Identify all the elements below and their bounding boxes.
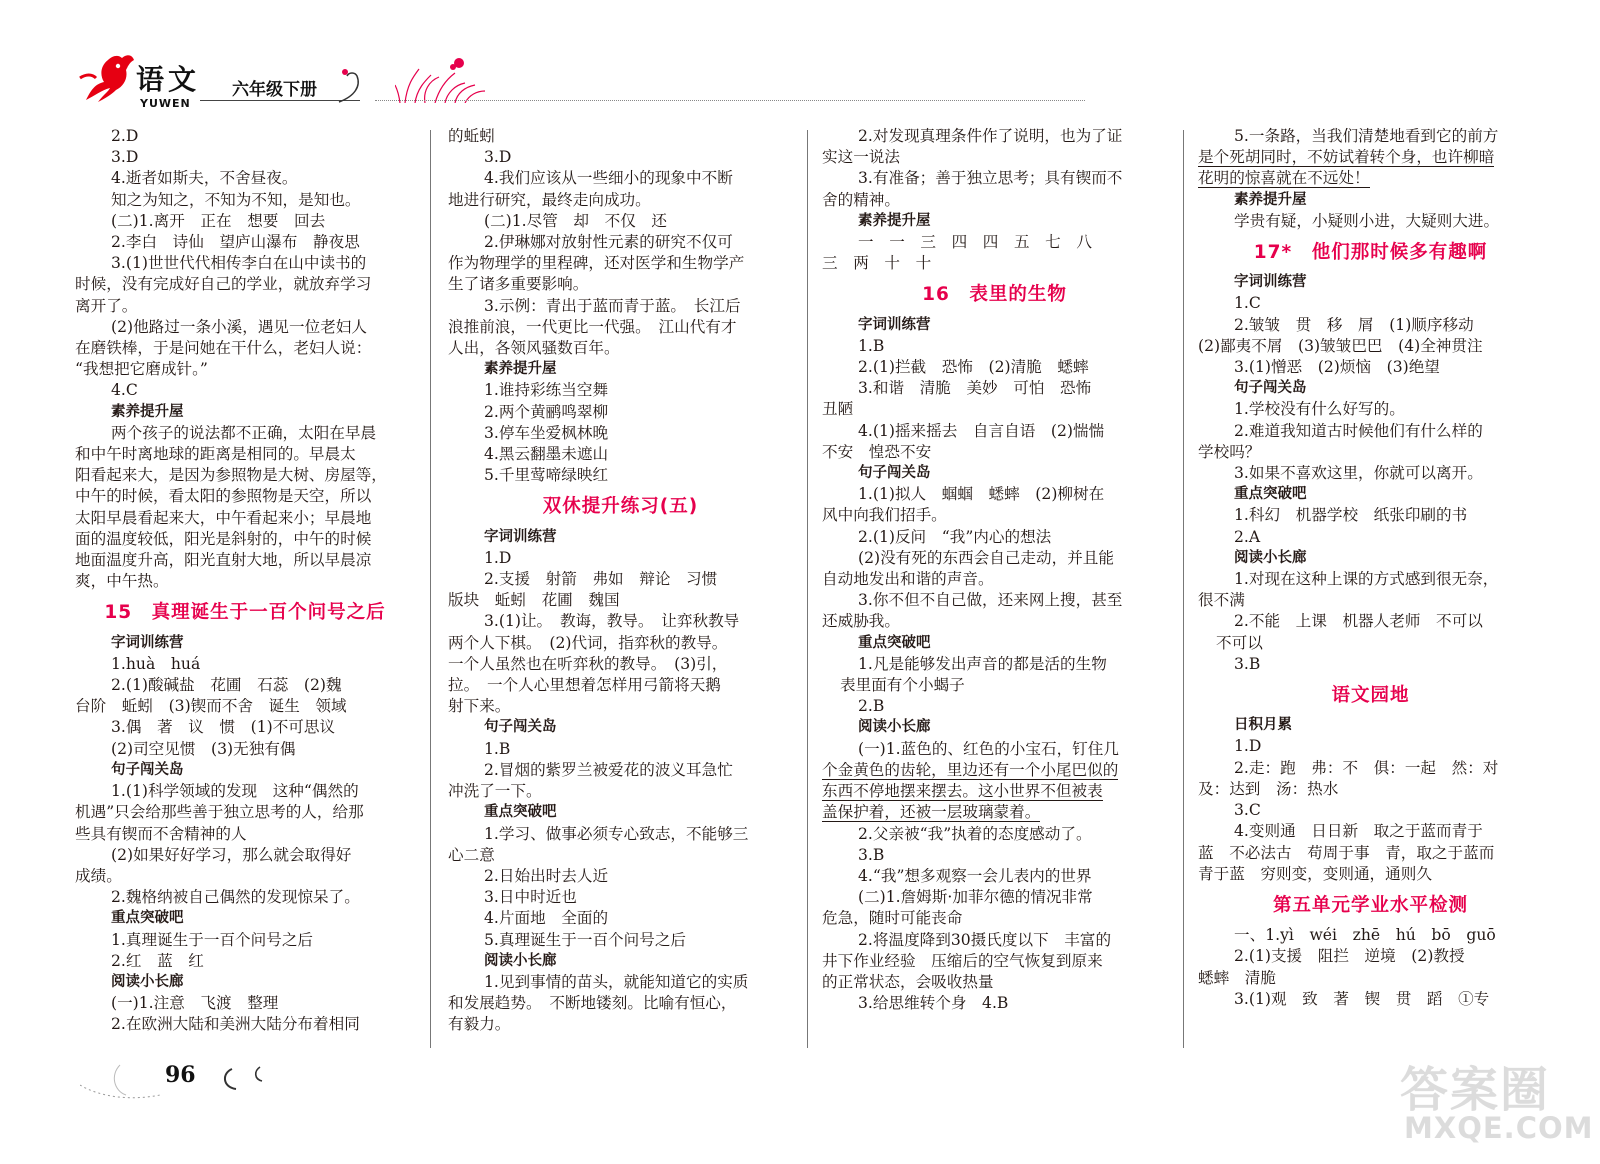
answer-line: 3.B (1234, 654, 1261, 673)
answer-line: 中午的时候，看太阳的参照物是天空，所以 (75, 487, 372, 506)
answer-line: 3.如果不喜欢这里，你就可以离开。 (1234, 464, 1483, 483)
page-number: 96 (165, 1062, 196, 1088)
underlined-text: 花明的惊喜就在不远处！ (1198, 169, 1370, 188)
answer-line: 实这一说法 (822, 148, 900, 167)
column-divider (430, 130, 431, 1048)
answer-line: 阳看起来大，是因为参照物是大树、房屋等， (75, 466, 387, 485)
subsection-label: 字词训练营 (111, 634, 184, 651)
answer-line: 2.在欧洲大陆和美洲大陆分布着相同 (111, 1015, 360, 1034)
answer-line: 丑陋 (822, 400, 854, 419)
answer-line: 版块 蚯蚓 花圃 魏国 (448, 591, 620, 610)
answer-column-4 (1198, 126, 1543, 1010)
answer-line: 1.学习、做事必须专心致志，不能够三 (484, 824, 749, 843)
header-dotted-rule (375, 100, 1085, 101)
underlined-text: 是个死胡同时，不妨试着转个身，也许柳暗 (1198, 148, 1495, 167)
subject-pinyin: YUWEN (140, 97, 191, 110)
answer-line: 2.支援 射箭 弗如 辩论 习惯 (484, 570, 718, 589)
section-heading: 17* 他们那时候多有趣啊 (1253, 242, 1488, 264)
subsection-label: 字词训练营 (1234, 274, 1307, 291)
swirl-ornament-icon (335, 66, 365, 104)
answer-line: 2.李白 诗仙 望庐山瀑布 静夜思 (111, 233, 360, 252)
answer-line: 1.C (1234, 294, 1261, 313)
subsection-label: 阅读小长廊 (1234, 549, 1307, 566)
answer-line: 1.见到事情的苗头，就能知道它的实质 (484, 972, 749, 991)
answer-line: 3.D (111, 148, 139, 167)
answer-line: 3.和谐 清脆 美妙 可怕 恐怖 (858, 379, 1092, 398)
answer-line: (2)他路过一条小溪，遇见一位老妇人 (111, 317, 367, 336)
answer-line: 爽，中午热。 (75, 572, 169, 591)
answer-line: 1.(1)科学领域的发现 这种“偶然的 (111, 782, 359, 801)
answer-line: (二)1.尽管 却 不仅 还 (484, 211, 667, 230)
answer-line: 三 两 十 十 (822, 254, 932, 273)
grass-flower-decoration-icon (395, 55, 490, 103)
answer-line: 2.对发现真理条件作了说明，也为了证 (858, 127, 1123, 145)
answer-line: (2)如果好好学习，那么就会取得好 (111, 845, 352, 864)
answer-line: 4.我们应该从一些细小的现象中不断 (484, 169, 733, 188)
answer-line: 2.(1)反问 “我”内心的想法 (858, 527, 1052, 546)
answer-line: 浪推前浪，一代更比一代强。 江山代有才 (448, 317, 737, 336)
section-heading: 双休提升练习(五) (542, 496, 699, 518)
answer-line: 风中向我们招手。 (822, 506, 947, 525)
subsection-label: 素养提升屋 (858, 212, 931, 229)
underlined-text: 盖保护着，还被一层玻璃蒙着。 (822, 803, 1041, 822)
answer-line: 4.逝者如斯夫，不舍昼夜。 (111, 169, 298, 188)
answer-line: 生了诸多重要影响。 (448, 275, 589, 294)
answer-line: (2)没有死的东西会自己走动，并且能 (858, 548, 1114, 567)
answer-line: 2.A (1234, 527, 1261, 546)
subsection-label: 重点突破吧 (858, 634, 931, 651)
answer-line: (一)1.蓝色的、红色的小宝石，钉住几 (858, 739, 1119, 758)
answer-line: 3.日中时近也 (484, 888, 577, 907)
answer-line: (2)鄙夷不屑 (3)皱皱巴巴 (4)全神贯注 (1198, 336, 1483, 355)
answer-column-1 (75, 126, 415, 1036)
subsection-label: 素养提升屋 (1234, 191, 1307, 208)
answer-line: 3.示例：青出于蓝而青于蓝。 长江后 (484, 296, 741, 315)
answer-line (822, 802, 1167, 823)
answer-line: 学校吗？ (1198, 442, 1261, 461)
answer-line: 4.黑云翻墨未遮山 (484, 445, 609, 464)
answer-line: 3.(1)观 致 著 锲 贯 蹈 ①专 (1234, 989, 1490, 1008)
answer-line: 4.变则通 日日新 取之于蓝而青于 (1234, 822, 1483, 841)
answer-line: 3.(1)憎恶 (2)烦恼 (3)绝望 (1234, 358, 1440, 377)
answer-line: 作为物理学的里程碑，还对医学和生物学产 (448, 254, 745, 273)
answer-column-3 (822, 126, 1167, 1014)
subsection-label: 阅读小长廊 (111, 973, 184, 990)
answer-line: 地面温度升高，阳光直射大地，所以早晨凉 (75, 551, 372, 570)
answer-line: 些具有锲而不舍精神的人 (75, 824, 247, 843)
answer-line: 及：达到 汤：热水 (1198, 779, 1339, 798)
answer-line: 蓝 不必法古 苟周于事 青，取之于蓝而 (1198, 843, 1495, 862)
answer-line: 机遇”只会给那些善于独立思考的人，给那 (75, 803, 364, 822)
answer-line: 1.凡是能够发出声音的都是活的生物 (858, 654, 1107, 673)
subsection-label: 字词训练营 (858, 316, 931, 333)
answer-line: 面的温度较低，阳光是斜射的，中午的时候 (75, 529, 372, 548)
answer-line: 太阳早晨看起来大，中午看起来小；早晨地 (75, 508, 372, 527)
section-heading: 第五单元学业水平检测 (1272, 894, 1468, 916)
answer-line: 1.huà huá (111, 654, 201, 673)
answer-line: 1.B (484, 739, 511, 758)
answer-line: 2.魏格纳被自己偶然的发现惊呆了。 (111, 888, 360, 907)
answer-line: 2.D (111, 127, 139, 145)
answer-line: 2.走：跑 弗：不 俱：一起 然：对 (1234, 758, 1499, 777)
fox-mascot-icon (78, 48, 140, 108)
answer-line: 5.千里莺啼绿映红 (484, 466, 609, 485)
answer-line: 3.C (1234, 801, 1261, 820)
answer-line: 两个孩子的说法都不正确，太阳在早晨 (111, 423, 377, 442)
answer-line: 3.你不但不自己做，还来网上搜，甚至 (858, 591, 1123, 610)
answer-line: (二)1.离开 正在 想要 回去 (111, 211, 326, 230)
answer-line: 有毅力。 (448, 1015, 511, 1034)
answer-line: 和发展趋势。 不断地镂刻。比喻有恒心， (448, 994, 737, 1013)
subsection-label: 重点突破吧 (1234, 486, 1307, 503)
answer-line: 2.不能 上课 机器人老师 不可以 (1234, 612, 1483, 631)
grade-label: 六年级下册 (232, 80, 317, 100)
answer-line: 1.谁持彩练当空舞 (484, 381, 609, 400)
underlined-text: 东西不停地摆来摆去。这小世界不但被表 (822, 782, 1103, 801)
answer-line: 2.(1)酸碱盐 花圃 石蕊 (2)魏 (111, 676, 342, 695)
watermark-text: 答案圈 (1400, 1062, 1551, 1118)
answer-line: 2.日始出时去人近 (484, 866, 609, 885)
answer-line: 不可以 (1216, 633, 1263, 652)
answer-line: 的正常状态，会吸收热量 (822, 972, 994, 991)
answer-line: 2.冒烟的紫罗兰被爱花的波义耳急忙 (484, 760, 733, 779)
answer-line: 4.C (111, 381, 138, 400)
answer-line: 台阶 蚯蚓 (3)锲而不舍 诞生 领域 (75, 697, 347, 716)
answer-line: 3.D (484, 148, 512, 167)
answer-line: 舍的精神。 (822, 190, 900, 209)
answer-line: 1.D (1234, 737, 1262, 756)
answer-line: 4.片面地 全面的 (484, 909, 609, 928)
answer-line: (二)1.詹姆斯·加菲尔德的情况非常 (858, 888, 1093, 907)
answer-line: 时候，没有完成好自己的学业，就放弃学习 (75, 275, 372, 294)
answer-line: 还威胁我。 (822, 612, 900, 631)
answer-line: 人出，各领风骚数百年。 (448, 339, 620, 358)
subject-title: 语文 (136, 63, 201, 96)
answer-line: 在磨铁棒，于是问她在干什么，老妇人说： (75, 339, 372, 358)
answer-line: 青于蓝 穷则变，变则通，通则久 (1198, 864, 1432, 883)
answer-line (822, 781, 1167, 802)
subsection-label: 句子闯关岛 (484, 719, 557, 736)
answer-line: 很不满 (1198, 591, 1245, 610)
answer-line: 2.将温度降到30摄氏度以下 丰富的 (858, 930, 1112, 949)
answer-column-2 (448, 126, 793, 1036)
answer-line: 地进行研究，最终走向成功。 (448, 190, 651, 209)
subsection-label: 句子闯关岛 (111, 761, 184, 778)
answer-line (822, 760, 1167, 781)
answer-line: “我想把它磨成针。” (75, 360, 208, 379)
watermark-logo (1400, 1045, 1594, 1155)
answer-line: 2.B (858, 697, 885, 716)
answer-line: 3.(1)世世代代相传李白在山中读书的 (111, 254, 367, 273)
answer-line (1198, 168, 1543, 189)
answer-line: 2.(1)拦截 恐怖 (2)清脆 蟋蟀 (858, 358, 1089, 377)
underlined-text: 个金黄色的齿轮，里边还有一个小尾巴似的 (822, 760, 1119, 779)
answer-line: 3.有准备；善于独立思考；具有锲而不 (858, 169, 1123, 188)
subsection-label: 重点突破吧 (111, 910, 184, 927)
subsection-label: 句子闯关岛 (858, 465, 931, 482)
answer-line: 2.父亲被“我”执着的态度感动了。 (858, 824, 1092, 843)
answer-line: 一个人虽然也在听弈秋的教导。 (3)引， (448, 654, 728, 673)
subsection-label: 素养提升屋 (111, 403, 184, 420)
answer-line: 2.两个黄鹂鸣翠柳 (484, 402, 609, 421)
subsection-label: 重点突破吧 (484, 804, 557, 821)
answer-line: 1.D (484, 548, 512, 567)
answer-line: 射下来。 (448, 697, 511, 716)
answer-line: (2)司空见惯 (3)无独有偶 (111, 739, 296, 758)
subsection-label: 阅读小长廊 (484, 952, 557, 969)
answer-line: 两个人下棋。 (2)代词，指弈秋的教导。 (448, 633, 728, 652)
answer-line: 5.一条路，当我们清楚地看到它的前方 (1234, 127, 1499, 145)
answer-line: 2.皱皱 贯 移 屑 (1)顺序移动 (1234, 315, 1474, 334)
watermark-url: MXQE.COM (1404, 1111, 1594, 1145)
answer-line: 3.(1)让。 教诲，教导。 让弈秋教导 (484, 612, 740, 631)
answer-line: 4.(1)摇来摇去 自言自语 (2)惴惴 (858, 421, 1105, 440)
answer-line: 2.(1)支援 阻拦 逆境 (2)教授 (1234, 947, 1465, 966)
answer-line: 自动地发出和谐的声音。 (822, 570, 994, 589)
answer-line: 1.B (858, 336, 885, 355)
subsection-label: 素养提升屋 (484, 361, 557, 378)
answer-line: 4.“我”想多观察一会儿表内的世界 (858, 866, 1092, 885)
answer-line: 3.偶 著 议 惯 (1)不可思议 (111, 718, 336, 737)
answer-line: 拉。 一个人心里想着怎样用弓箭将天鹅 (448, 676, 721, 695)
answer-line: 1.学校没有什么好写的。 (1234, 400, 1405, 419)
answer-line: 1.对现在这种上课的方式感到很无奈， (1234, 570, 1499, 589)
answer-line: 知之为知之，不知为不知，是知也。 (111, 190, 361, 209)
answer-line: 离开了。 (75, 296, 138, 315)
section-heading: 语文园地 (1331, 685, 1410, 707)
answer-line: 3.B (858, 845, 885, 864)
subsection-label: 字词训练营 (484, 528, 557, 545)
subsection-label: 阅读小长廊 (858, 719, 931, 736)
answer-line: 1.科幻 机器学校 纸张印刷的书 (1234, 506, 1468, 525)
answer-line: 学贵有疑，小疑则小进，大疑则大进。 (1234, 211, 1500, 230)
section-heading: 16 表里的生物 (922, 284, 1067, 306)
answer-line: 一 一 三 四 四 五 七 八 (858, 233, 1092, 252)
answer-line: 井下作业经验 压缩后的空气恢复到原来 (822, 951, 1103, 970)
answer-line: 一、1.yì wéi zhē hú bō guō (1234, 926, 1496, 945)
subsection-label: 日积月累 (1234, 717, 1292, 734)
answer-line: 心二意 (448, 845, 495, 864)
section-heading: 15 真理诞生于一百个问号之后 (104, 602, 386, 624)
answer-line: 和中午时离地球的距离是相同的。早晨太 (75, 445, 356, 464)
answer-line: 蟋蟀 清脆 (1198, 968, 1276, 987)
column-divider (807, 130, 808, 1048)
answer-line: 2.伊琳娜对放射性元素的研究不仅可 (484, 233, 733, 252)
answer-line: 的蚯蚓 (448, 127, 495, 145)
page-header (0, 0, 1600, 135)
answer-line: 冲洗了一下。 (448, 782, 542, 801)
answer-line: 2.红 蓝 红 (111, 951, 204, 970)
answer-line (1198, 147, 1543, 168)
answer-line: 3.给思维转个身 4.B (858, 994, 1009, 1013)
answer-line: 危急，随时可能丧命 (822, 909, 963, 928)
answer-line: 不安 惶恐不安 (822, 442, 932, 461)
answer-line: 1.(1)拟人 蝈蝈 蟋蟀 (2)柳树在 (858, 485, 1105, 504)
answer-line: 1.真理诞生于一百个问号之后 (111, 930, 314, 949)
subsection-label: 句子闯关岛 (1234, 380, 1307, 397)
answer-line: 5.真理诞生于一百个问号之后 (484, 930, 687, 949)
answer-line: 3.停车坐爱枫林晚 (484, 423, 609, 442)
answer-line: (一)1.注意 飞渡 整理 (111, 994, 279, 1013)
answer-line: 表里面有个小蝎子 (840, 676, 965, 695)
answer-line: 2.难道我知道古时候他们有什么样的 (1234, 421, 1483, 440)
column-divider (1183, 130, 1184, 1048)
answer-line: 成绩。 (75, 866, 122, 885)
